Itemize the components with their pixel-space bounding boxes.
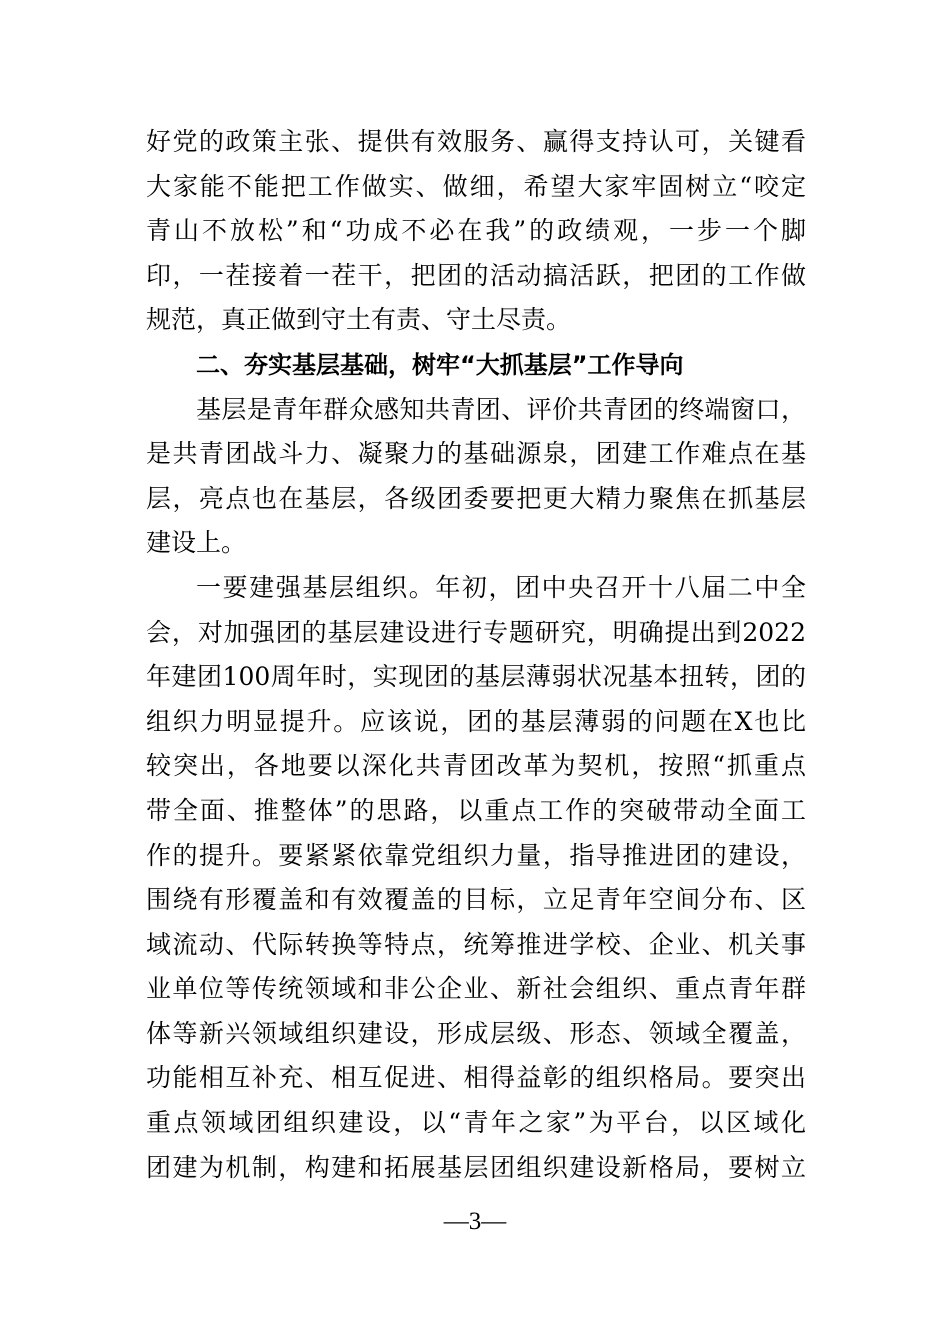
paragraph-line: 重点领域团组织建设，以“青年之家”为平台，以区域化 <box>146 1108 806 1138</box>
paragraph-line: 体等新兴领域组织建设，形成层级、形态、领域全覆盖， <box>146 1018 806 1048</box>
paragraph-first-line: 一要建强基层组织。年初，团中央召开十八届二中全 <box>196 572 806 602</box>
paragraph-line: 大家能不能把工作做实、做细，希望大家牢固树立“咬定 <box>146 171 806 201</box>
section-heading: 二、夯实基层基础，树牢“大抓基层”工作导向 <box>196 350 684 379</box>
paragraph-line: 功能相互补充、相互促进、相得益彰的组织格局。要突出 <box>146 1063 806 1093</box>
paragraph-line: 带全面、推整体”的思路，以重点工作的突破带动全面工 <box>146 795 806 825</box>
paragraph-line: 会，对加强团的基层建设进行专题研究，明确提出到2022 <box>146 617 806 647</box>
paragraph-line: 印，一茬接着一茬干，把团的活动搞活跃，把团的工作做 <box>146 260 806 290</box>
paragraph-line: 组织力明显提升。应该说，团的基层薄弱的问题在X也比 <box>146 706 806 736</box>
paragraph-line: 业单位等传统领域和非公企业、新社会组织、重点青年群 <box>146 974 806 1004</box>
document-body <box>146 120 806 1190</box>
paragraph-line: 团建为机制，构建和拓展基层团组织建设新格局，要树立 <box>146 1152 806 1182</box>
paragraph-line: 规范，真正做到守土有责、守土尽责。 <box>146 305 572 335</box>
paragraph-line: 较突出，各地要以深化共青团改革为契机，按照“抓重点 <box>146 751 806 781</box>
paragraph-line: 年建团100周年时，实现团的基层薄弱状况基本扭转，团的 <box>146 662 806 692</box>
paragraph-line: 好党的政策主张、提供有效服务、赢得支持认可，关键看 <box>146 127 806 156</box>
paragraph-line: 域流动、代际转换等特点，统筹推进学校、企业、机关事 <box>146 929 806 959</box>
paragraph-line: 青山不放松”和“功成不必在我”的政绩观，一步一个脚 <box>146 216 806 246</box>
paragraph-line: 围绕有形覆盖和有效覆盖的目标，立足青年空间分布、区 <box>146 885 806 915</box>
paragraph-line: 作的提升。要紧紧依靠党组织力量，指导推进团的建设， <box>146 840 806 870</box>
page-number: —3— <box>443 1208 507 1235</box>
paragraph-line: 层，亮点也在基层，各级团委要把更大精力聚焦在抓基层 <box>146 483 806 513</box>
paragraph-line: 建设上。 <box>146 528 247 558</box>
paragraph-first-line: 基层是青年群众感知共青团、评价共青团的终端窗口， <box>196 394 806 424</box>
paragraph-line: 是共青团战斗力、凝聚力的基础源泉，团建工作难点在基 <box>146 439 806 469</box>
